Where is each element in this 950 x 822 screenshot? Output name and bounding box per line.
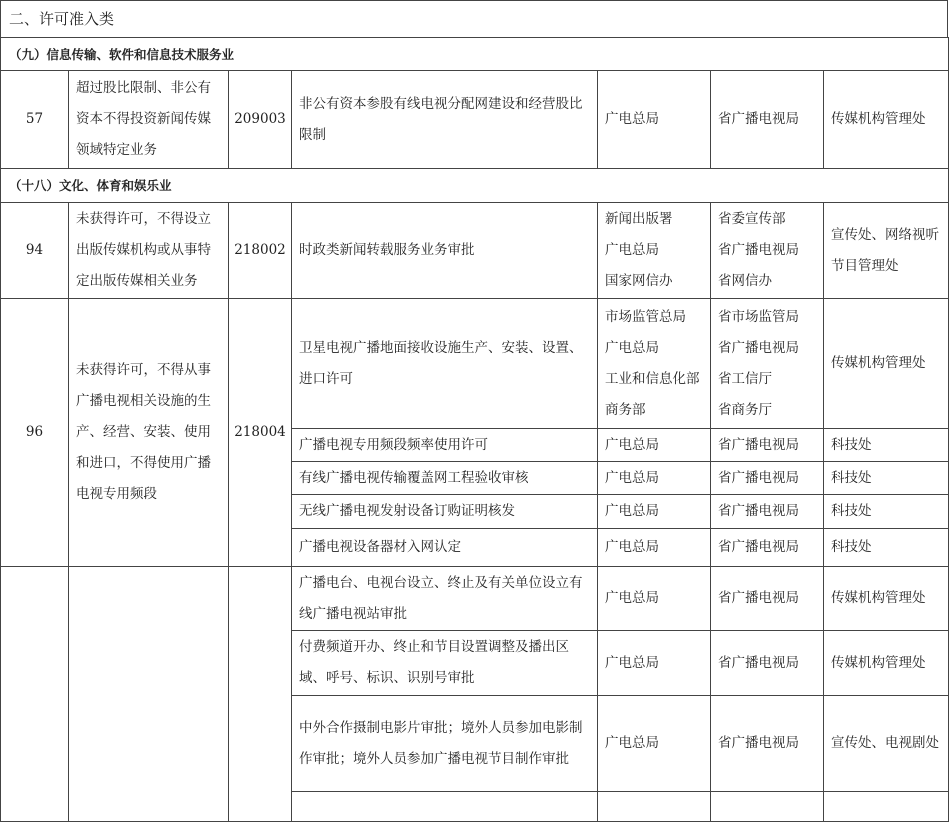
item-cell: [292, 792, 598, 822]
section-header: [1, 38, 949, 71]
measure-cell: 未获得许可，不得设立出版传媒机构或从事特定出版传媒相关业务: [69, 203, 229, 299]
dept-line: 省委宣传部: [718, 211, 786, 227]
office-cell: 传媒机构管理处: [824, 567, 949, 631]
dept-line: 商务部: [605, 401, 646, 418]
provincial-dept-cell: 省广播电视局: [711, 429, 824, 462]
section-header: [1, 169, 949, 203]
code-cell: 218004: [229, 299, 292, 567]
national-dept-cell: [598, 203, 711, 299]
dept-line: 广电总局: [605, 242, 659, 258]
item-cell: 有线广播电视传输覆盖网工程验收审核: [292, 462, 598, 495]
item-cell: 无线广播电视发射设备订购证明核发: [292, 495, 598, 529]
national-dept-cell: [598, 299, 711, 429]
item-cell: 广播电台、电视台设立、终止及有关单位设立有线广播电视站审批: [292, 567, 598, 631]
row-number: [1, 567, 69, 822]
office-cell: 科技处: [824, 495, 949, 529]
provincial-dept-cell: 省广播电视局: [711, 462, 824, 495]
page-title: 二、许可准入类: [0, 0, 948, 37]
dept-line: 省广播电视局: [718, 242, 799, 258]
office-cell: 传媒机构管理处: [824, 299, 949, 429]
dept-line: 省市场监管局: [718, 308, 799, 325]
permit-table: [0, 37, 949, 822]
provincial-dept-cell: [711, 299, 824, 429]
table-row: [1, 71, 949, 169]
provincial-dept-cell: [711, 792, 824, 822]
section-title: （九）信息传输、软件和信息技术服务业: [1, 38, 949, 71]
provincial-dept-cell: 省广播电视局: [711, 696, 824, 792]
dept-line: 省广播电视局: [718, 339, 799, 356]
item-cell: 时政类新闻转载服务业务审批: [292, 203, 598, 299]
dept-line: 省商务厅: [718, 401, 772, 418]
dept-line: 国家网信办: [605, 273, 673, 289]
office-cell: [824, 792, 949, 822]
national-dept-cell: 广电总局: [598, 71, 711, 169]
row-number: 57: [1, 71, 69, 169]
measure-cell: 超过股比限制、非公有资本不得投资新闻传媒领域特定业务: [69, 71, 229, 169]
office-cell: 科技处: [824, 429, 949, 462]
item-cell: 卫星电视广播地面接收设施生产、安装、设置、进口许可: [292, 299, 598, 429]
item-cell: 广播电视专用频段频率使用许可: [292, 429, 598, 462]
code-cell: [229, 567, 292, 822]
row-number: 94: [1, 203, 69, 299]
provincial-dept-cell: 省广播电视局: [711, 631, 824, 696]
national-dept-cell: 广电总局: [598, 696, 711, 792]
dept-line: 市场监管总局: [605, 308, 686, 325]
code-cell: 209003: [229, 71, 292, 169]
office-cell: 科技处: [824, 529, 949, 567]
national-dept-cell: 广电总局: [598, 529, 711, 567]
dept-line: 省网信办: [718, 273, 772, 289]
section-title: （十八）文化、体育和娱乐业: [1, 169, 949, 203]
provincial-dept-cell: [711, 203, 824, 299]
table-row: [1, 567, 949, 631]
national-dept-cell: 广电总局: [598, 567, 711, 631]
table-row: [1, 203, 949, 299]
item-cell: 非公有资本参股有线电视分配网建设和经营股比限制: [292, 71, 598, 169]
code-cell: 218002: [229, 203, 292, 299]
item-cell: 广播电视设备器材入网认定: [292, 529, 598, 567]
provincial-dept-cell: 省广播电视局: [711, 567, 824, 631]
national-dept-cell: 广电总局: [598, 631, 711, 696]
measure-cell: 未获得许可，不得从事广播电视相关设施的生产、经营、安装、使用和进口，不得使用广播电视专用频段: [69, 299, 229, 567]
measure-cell: [69, 567, 229, 822]
dept-line: 新闻出版署: [605, 211, 673, 227]
office-cell: 科技处: [824, 462, 949, 495]
provincial-dept-cell: 省广播电视局: [711, 495, 824, 529]
dept-line: 省工信厅: [718, 370, 772, 387]
provincial-dept-cell: 省广播电视局: [711, 71, 824, 169]
table-row: [1, 299, 949, 429]
item-cell: 中外合作摄制电影片审批；境外人员参加电影制作审批；境外人员参加广播电视节目制作审批: [292, 696, 598, 792]
provincial-dept-cell: 省广播电视局: [711, 529, 824, 567]
item-cell: 付费频道开办、终止和节目设置调整及播出区域、呼号、标识、识别号审批: [292, 631, 598, 696]
national-dept-cell: 广电总局: [598, 429, 711, 462]
office-cell: 传媒机构管理处: [824, 71, 949, 169]
row-number: 96: [1, 299, 69, 567]
office-cell: 传媒机构管理处: [824, 631, 949, 696]
national-dept-cell: 广电总局: [598, 462, 711, 495]
national-dept-cell: [598, 792, 711, 822]
dept-line: 工业和信息化部: [605, 370, 700, 387]
dept-line: 广电总局: [605, 339, 659, 356]
office-cell: 宣传处、网络视听节目管理处: [824, 203, 949, 299]
national-dept-cell: 广电总局: [598, 495, 711, 529]
office-cell: 宣传处、电视剧处: [824, 696, 949, 792]
